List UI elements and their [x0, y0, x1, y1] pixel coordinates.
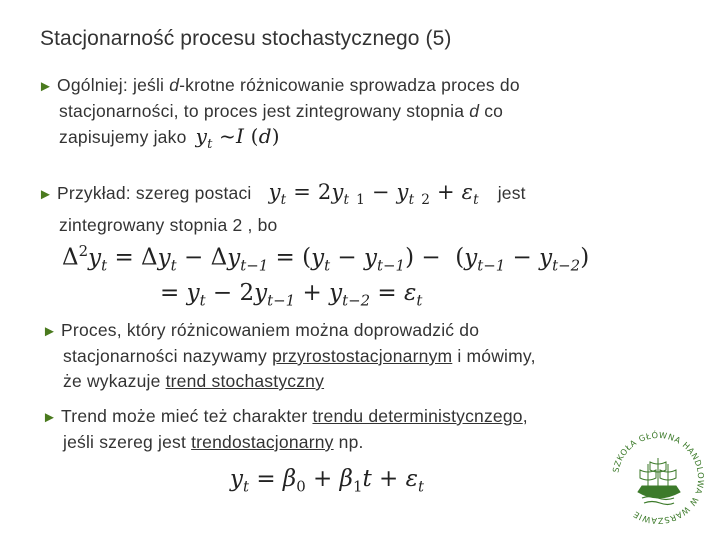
formula-integrated: $y_t$ ~I (d): [195, 124, 280, 152]
bullet-general-line3: [38, 124, 678, 157]
sgh-logo-icon: [604, 424, 712, 532]
slide-title: Stacjonarność procesu stochastycznego (5): [40, 27, 452, 50]
bullet-dt-line1: [42, 404, 682, 430]
bullet-example: [38, 180, 688, 238]
text: jeśli szereg jest: [63, 432, 192, 452]
text: Proces, który różnicowaniem można doprowadzić do: [61, 320, 480, 340]
text-d: d: [169, 75, 180, 95]
bullet-general-line1: [38, 73, 678, 99]
bullet-ds-line1: [42, 318, 682, 344]
equation-line1: $\Delta^2y_t = \Delta y_t - \Delta y_{t-1} = (y_t - y_{t-1}) - (y_{t-1} - y_{t-2})$: [62, 242, 590, 275]
text: -krotne różnicowanie sprowadza proces do: [179, 75, 520, 95]
term-stochastic-trend: trend stochastyczny: [165, 371, 325, 391]
term-difference-stationary: przyrostostacjonarnym: [272, 346, 453, 366]
bullet-arrow-icon: ►: [42, 323, 58, 340]
bullet-arrow-icon: ►: [38, 78, 54, 95]
term-trend-stationary: trendostacjonarny: [191, 432, 334, 452]
bullet-example-line2: zintegrowany stopnia 2 , bo: [59, 215, 278, 236]
text: ,: [522, 406, 528, 426]
bullet-arrow-icon: ►: [38, 186, 54, 203]
text: np.: [333, 432, 364, 452]
text-d: d: [469, 101, 480, 121]
bullet-example-line1: [38, 180, 688, 213]
text: Ogólniej: jeśli: [57, 75, 170, 95]
text: stacjonarności nazywamy: [63, 346, 273, 366]
text: i mówimy,: [452, 346, 536, 366]
bullet-deterministic-trend: [42, 404, 682, 455]
text: stacjonarności, to proces jest zintegrowany stopnia: [59, 101, 470, 121]
bullet-general: [38, 73, 678, 157]
bullet-general-line2: [38, 99, 678, 124]
bullet-ds-line2: [42, 344, 682, 369]
text: Przykład: szereg postaci: [57, 183, 252, 203]
formula-linear-trend: $y_t = \beta_0 + \beta_1t + \varepsilon_t$: [230, 466, 424, 496]
term-deterministic-trend: trendu deterministycnzego: [312, 406, 523, 426]
text: jest: [497, 183, 526, 203]
bullet-dt-line2: [42, 430, 682, 455]
text: zapisujemy jako: [59, 127, 187, 147]
bullet-arrow-icon: ►: [42, 409, 58, 426]
bullet-difference-stationary: [42, 318, 682, 394]
text: Trend może mieć też charakter: [61, 406, 313, 426]
equation-line2: = $y_t - 2y_{t-1} + y_{t-2} = \varepsilon_t$: [160, 280, 423, 310]
text: co: [479, 101, 504, 121]
formula-ar2: $y_t = 2y_t$ $_1 - y_t$ $_2 + \varepsilon_t$: [268, 180, 479, 209]
bullet-ds-line3: [42, 369, 682, 394]
text: że wykazuje: [63, 371, 166, 391]
logo-text: SZKOŁA GŁÓWNA HANDLOWA W WARSZAWIE: [610, 429, 707, 527]
sgh-logo: [604, 424, 712, 532]
